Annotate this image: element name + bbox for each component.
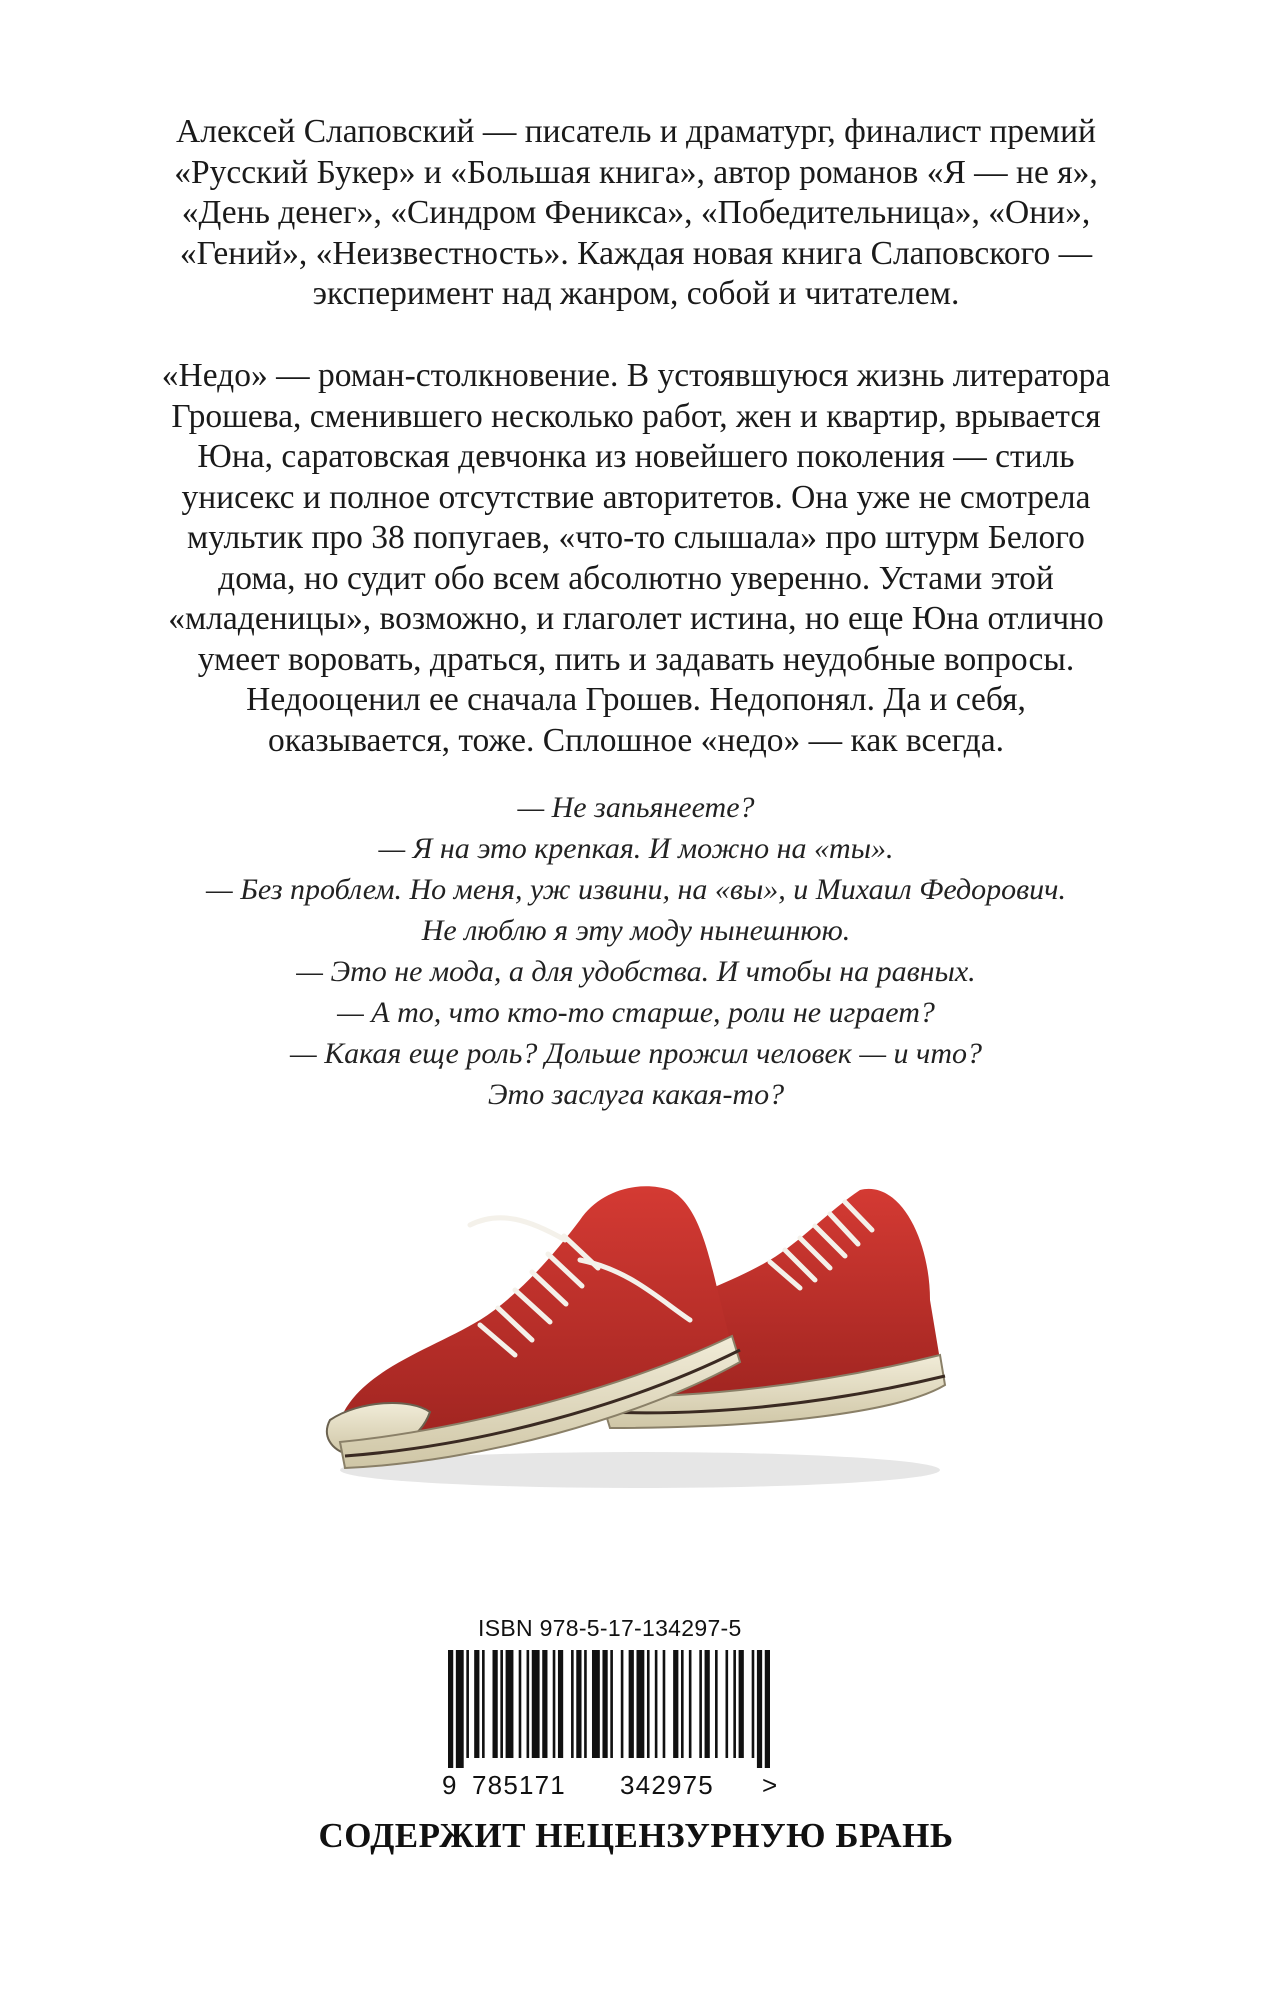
barcode-bar — [699, 1650, 702, 1758]
barcode-first-digit: 9 — [442, 1770, 458, 1800]
novel-line: унисекс и полное отсутствие авторитетов. Она уже не смотрела — [181, 478, 1091, 516]
barcode-bar — [636, 1650, 644, 1758]
isbn-label: ISBN 978-5-17-134297-5 — [478, 1615, 742, 1641]
barcode-bar — [527, 1650, 530, 1758]
barcode-bar — [602, 1650, 607, 1758]
novel-line: оказывается, тоже. Сплошное «недо» — как всегда. — [268, 721, 1004, 759]
barcode-right-group: 342975 — [620, 1770, 714, 1800]
barcode-bar — [681, 1650, 684, 1758]
barcode-bar — [673, 1650, 678, 1758]
barcode-bar — [456, 1650, 464, 1768]
barcode-bar — [576, 1650, 581, 1758]
barcode-image — [448, 1650, 770, 1768]
dialogue-excerpt — [0, 787, 1272, 1115]
novel-line: мультик про 38 попугаев, «что-то слышала» про штурм Белого — [187, 519, 1085, 556]
barcode-bar — [519, 1650, 522, 1758]
barcode-bar — [655, 1650, 658, 1758]
barcode-bar — [752, 1650, 755, 1758]
barcode-bar — [482, 1650, 485, 1758]
author-paragraph — [0, 112, 1272, 315]
barcode-bar — [621, 1650, 624, 1758]
author-line: «Русский Букер» и «Большая книга», автор романов «Я — не я», — [174, 153, 1098, 191]
barcode-bar — [592, 1650, 600, 1758]
novel-line: умеет воровать, драться, пить и задавать неудобные вопросы. — [197, 640, 1075, 678]
barcode-bar — [553, 1650, 556, 1758]
novel-line: Юна, саратовская девчонка из новейшего поколения — стиль — [197, 438, 1075, 475]
content-warning: СОДЕРЖИТ НЕЦЕНЗУРНУЮ БРАНЬ — [318, 1816, 954, 1855]
barcode-bar — [448, 1650, 453, 1768]
barcode-bar — [584, 1650, 587, 1758]
author-line: Алексей Слаповский — писатель и драматург, финалист премий — [176, 113, 1096, 150]
barcode-bar — [493, 1650, 498, 1758]
barcode-bar — [629, 1650, 634, 1758]
dialogue-line: — Какая еще роль? Дольше прожил человек — и что? — [290, 1037, 982, 1070]
barcode-marker: > — [762, 1770, 779, 1800]
barcode-bar — [466, 1650, 469, 1758]
novel-line: «младеницы», возможно, и глаголет истина, но еще Юна отлично — [168, 600, 1104, 637]
barcode-bar — [726, 1650, 729, 1758]
author-line: «День денег», «Синдром Феникса», «Победительница», «Они», — [181, 194, 1091, 231]
novel-line: Недооценил ее сначала Грошев. Недопонял. Да и себя, — [246, 681, 1026, 718]
barcode-bar — [558, 1650, 563, 1758]
barcode-bar — [532, 1650, 540, 1758]
dialogue-line: — Это не мода, а для удобства. И чтобы на равных. — [296, 955, 976, 988]
barcode-bar — [647, 1650, 650, 1758]
barcode-bar — [689, 1650, 692, 1758]
barcode-bar — [610, 1650, 613, 1758]
dialogue-line: Это заслуга какая-то? — [487, 1078, 785, 1111]
barcode-digits — [442, 1770, 782, 1802]
barcode-bar — [474, 1650, 479, 1758]
dialogue-line: Не люблю я эту моду нынешнюю. — [421, 914, 851, 947]
barcode-bar — [542, 1650, 547, 1758]
barcode-bar — [765, 1650, 770, 1768]
barcode-bar — [571, 1650, 574, 1758]
novel-line: «Недо» — роман-столкновение. В устоявшуюся жизнь литератора — [161, 357, 1111, 394]
barcode-bar — [733, 1650, 736, 1758]
red-sneakers-image — [300, 1150, 960, 1500]
novel-line: Грошева, сменившего несколько работ, жен и квартир, врывается — [171, 397, 1101, 435]
dialogue-line: — Я на это крепкая. И можно на «ты». — [378, 832, 894, 865]
novel-line: дома, но судит обо всем абсолютно уверенно. Устами этой — [218, 559, 1054, 597]
dialogue-line: — Не запьянеете? — [517, 791, 755, 824]
barcode-bar — [757, 1650, 762, 1768]
novel-paragraph — [0, 356, 1272, 761]
dialogue-line: — Без проблем. Но меня, уж извини, на «вы», и Михаил Федорович. — [206, 873, 1066, 906]
barcode-bar — [663, 1650, 666, 1758]
dialogue-line: — А то, что кто-то старше, роли не играет? — [337, 996, 935, 1029]
barcode-bar — [506, 1650, 514, 1758]
barcode-bar — [715, 1650, 718, 1758]
author-line: «Гений», «Неизвестность». Каждая новая книга Слаповского — — [179, 234, 1093, 272]
author-line: эксперимент над жанром, собой и читателем. — [312, 275, 960, 312]
barcode-left-group: 785171 — [472, 1770, 566, 1800]
barcode-bar — [500, 1650, 503, 1758]
barcode-bar — [739, 1650, 744, 1758]
barcode-bar — [705, 1650, 710, 1758]
